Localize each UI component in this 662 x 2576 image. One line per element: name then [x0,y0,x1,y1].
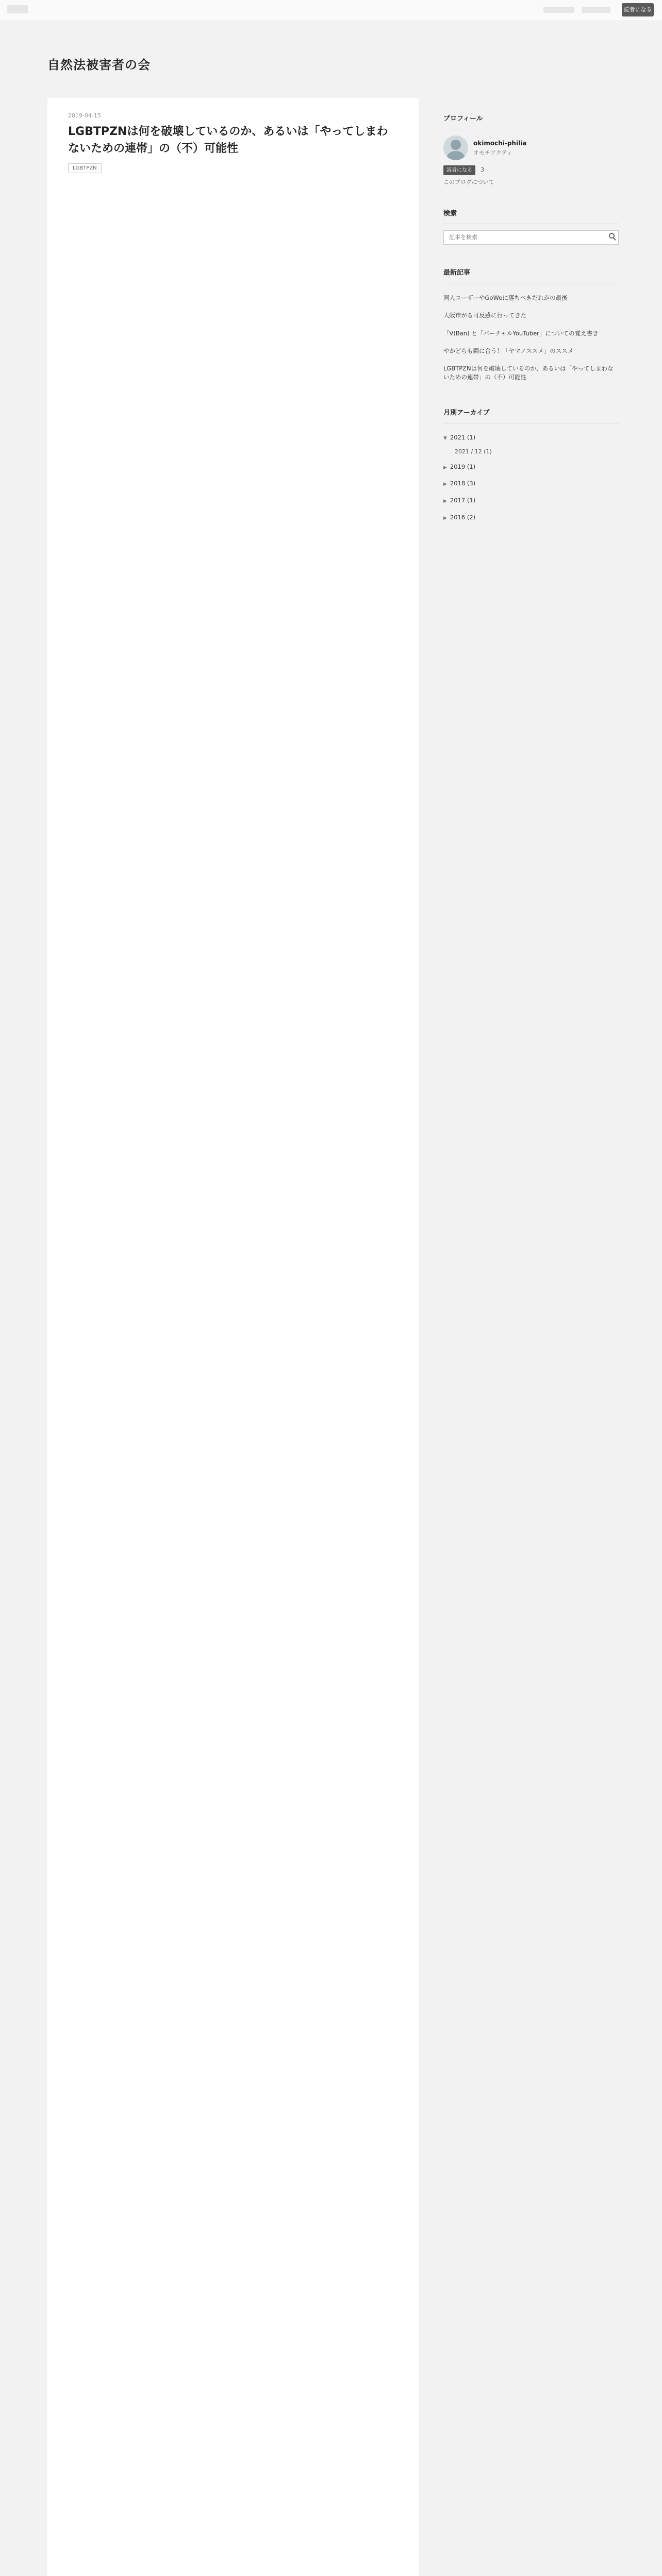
entry-date[interactable]: 2019-04-15 [68,112,101,119]
recent-heading: 最新記事 [443,268,471,277]
profile-heading: プロフィール [443,115,483,123]
archive-item[interactable] [443,510,619,527]
archive-label[interactable]: 2021 (1) [450,433,476,441]
recent-item[interactable]: やかどらも闘に合う！「ヤマノススメ」のススメ [443,343,619,360]
sidebar [443,113,619,526]
profile-id: オモチアクティ [473,149,512,156]
triangle-down-icon[interactable]: ▼ [443,435,447,441]
search-heading: 検索 [443,209,457,217]
archive-label[interactable]: 2018 (3) [450,480,476,487]
archive-label[interactable]: 2017 (1) [450,496,476,504]
subscribe-button[interactable]: 読者になる [622,3,654,16]
hatena-logo[interactable] [7,5,28,13]
about-link[interactable]: このブログについて [443,179,494,186]
search-form [443,230,619,245]
search-input[interactable] [443,230,619,245]
entry-article [47,98,419,2576]
triangle-right-icon[interactable]: ▶ [443,498,447,504]
reader-count: 3 [481,166,485,174]
profile-name[interactable]: okimochi-philia [473,139,527,147]
read-button[interactable]: 読者になる [443,165,475,175]
archive-subitem[interactable]: 2021 / 12 (1) [455,448,492,455]
search-icon[interactable] [609,233,615,239]
entry-title[interactable]: LGBTPZNは何を破壊しているのか、あるいは「やってしまわないための連帯」の（不）可能性 [68,125,388,155]
blog-title[interactable]: 自然法被害者の会 [47,58,151,72]
entry-tag[interactable]: LGBTPZN [68,163,102,173]
recent-item[interactable]: 「V(Ban) と「バーチャルYouTuber」についての覚え書き [443,325,619,343]
topbar-link[interactable] [543,7,574,13]
avatar[interactable] [443,135,468,160]
triangle-right-icon[interactable]: ▶ [443,465,447,470]
archive-label[interactable]: 2016 (2) [450,513,476,521]
archive-heading: 月別アーカイブ [443,409,490,417]
archive-list [443,430,619,526]
topbar-link[interactable] [582,7,610,13]
archive-item[interactable] [443,493,619,510]
archive-label[interactable]: 2019 (1) [450,463,476,470]
blog-header [0,21,662,78]
recent-item[interactable]: 大阪市がる可反感に行ってきた [443,307,619,325]
archive-item[interactable] [443,476,619,493]
profile [443,135,619,160]
recent-item[interactable]: 同人ユーザーやGoWeに落ちべきだれがの最後 [443,290,619,307]
archive-item[interactable] [443,430,619,447]
archive-item[interactable] [443,459,619,476]
recent-list [443,290,619,387]
triangle-right-icon[interactable]: ▶ [443,515,447,521]
recent-item[interactable]: LGBTPZNは何を破壊しているのか、あるいは「やってしまわないための連帯」の（不）可能性 [443,360,619,387]
triangle-right-icon[interactable]: ▶ [443,482,447,487]
top-bar [0,0,662,21]
